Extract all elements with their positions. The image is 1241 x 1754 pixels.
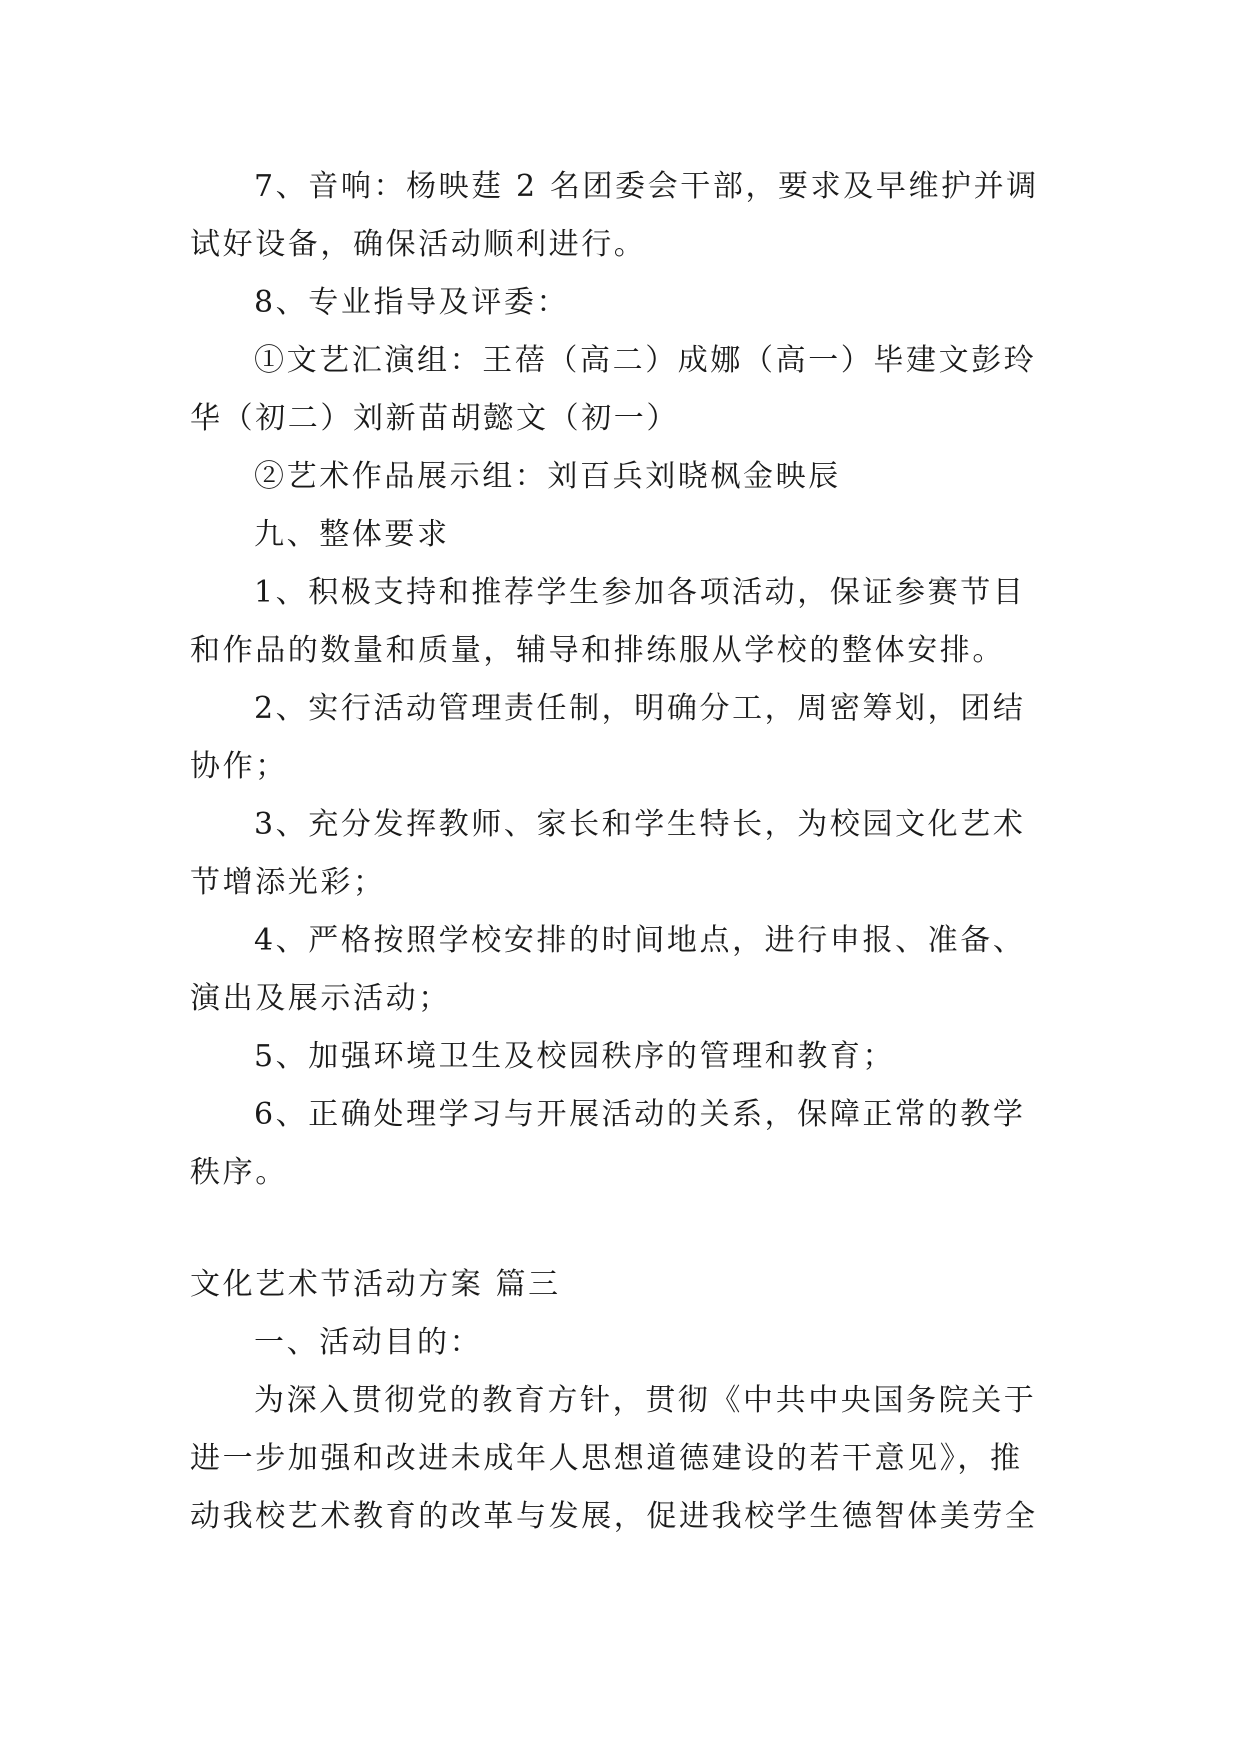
text-line: 动我校艺术教育的改革与发展，促进我校学生德智体美劳全 [190, 1499, 1038, 1534]
text-line: 4、严格按照学校安排的时间地点，进行申报、准备、 [254, 923, 1026, 958]
section-heading: 一、活动目的： [254, 1325, 483, 1360]
text-line: 和作品的数量和质量，辅导和排练服从学校的整体安排。 [190, 633, 1005, 668]
text-line: 为深入贯彻党的教育方针，贯彻《中共中央国务院关于 [254, 1383, 1037, 1418]
document-body [190, 158, 1050, 1546]
text-line: 8、专业指导及评委： [254, 285, 570, 320]
text-line: 3、充分发挥教师、家长和学生特长，为校园文化艺术 [254, 807, 1026, 842]
text-line: 进一步加强和改进未成年人思想道德建设的若干意见》，推 [190, 1441, 1023, 1476]
text-line: ②艺术作品展示组：刘百兵刘晓枫金映辰 [254, 459, 841, 494]
text-line: 协作； [190, 749, 288, 784]
text-line: 华（初二）刘新苗胡懿文（初一） [190, 401, 679, 436]
text-line: 试好设备，确保活动顺利进行。 [190, 227, 647, 262]
text-line: 1、积极支持和推荐学生参加各项活动，保证参赛节目 [254, 575, 1026, 610]
section-heading: 九、整体要求 [254, 517, 450, 552]
text-line: 2、实行活动管理责任制，明确分工，周密筹划，团结 [254, 691, 1026, 726]
article-title: 文化艺术节活动方案 篇三 [190, 1267, 561, 1302]
text-line: 7、音响：杨映莛 2 名团委会干部，要求及早维护并调 [254, 169, 1039, 204]
text-line: 6、正确处理学习与开展活动的关系，保障正常的教学 [254, 1097, 1026, 1132]
text-line: 演出及展示活动； [190, 981, 451, 1016]
text-line: 5、加强环境卫生及校园秩序的管理和教育； [254, 1039, 896, 1074]
text-line: 节增添光彩； [190, 865, 386, 900]
text-line: 秩序。 [190, 1155, 288, 1190]
text-line: ①文艺汇演组：王蓓（高二）成娜（高一）毕建文彭玲 [254, 343, 1037, 378]
